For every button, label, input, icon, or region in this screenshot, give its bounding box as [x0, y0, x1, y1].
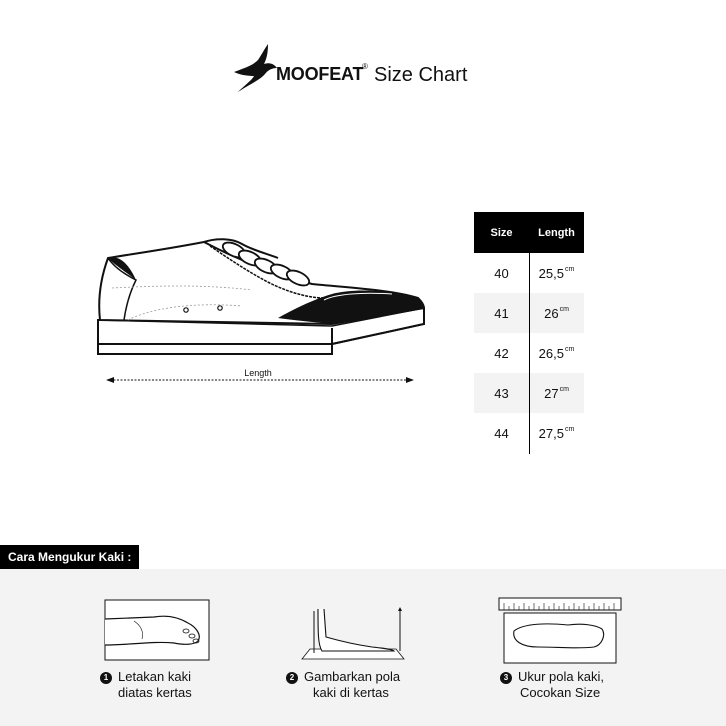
page-title: Size Chart: [374, 64, 468, 86]
size-table: [474, 212, 584, 453]
step-number-badge: 3: [500, 672, 512, 684]
instructions-panel: [0, 569, 726, 726]
brand-name: MOOFEAT: [276, 64, 364, 84]
step-2-caption: 2 Gambarkan pola kaki di kertas: [286, 669, 400, 701]
size-value: 44: [494, 425, 509, 441]
size-value: 41: [494, 305, 509, 321]
length-value: 27 $^{cm}$: [544, 385, 569, 401]
size-value: 43: [494, 385, 509, 401]
length-dimension-label: Length: [244, 368, 272, 378]
column-divider: [529, 212, 530, 454]
step-3: [498, 569, 718, 726]
section-label: Cara Mengukur Kaki :: [0, 545, 139, 569]
header-size: Size: [490, 226, 513, 239]
tracing-foot-icon: [296, 607, 408, 663]
length-value: 26,5 $^{cm}$: [538, 345, 575, 361]
ruler-measure-icon: [498, 597, 622, 665]
length-value: 25,5 $^{cm}$: [538, 265, 575, 281]
step-number-badge: 2: [286, 672, 298, 684]
size-value: 40: [494, 265, 509, 281]
header-length: Length: [538, 226, 575, 239]
sneaker-illustration: [92, 232, 432, 392]
size-value: 42: [494, 345, 509, 361]
header: [0, 42, 726, 98]
swallow-logo-icon: [232, 42, 278, 94]
length-value: 26 $^{cm}$: [544, 305, 569, 321]
step-number-badge: 1: [100, 672, 112, 684]
step-3-caption: 3 Ukur pola kaki, Cocokan Size: [500, 669, 604, 701]
step-1-caption: 1 Letakan kaki diatas kertas: [100, 669, 192, 701]
step-2: [282, 569, 502, 726]
length-value: 27,5 $^{cm}$: [538, 425, 575, 441]
registered-mark: ®: [362, 62, 368, 71]
foot-on-paper-icon: [104, 599, 210, 661]
